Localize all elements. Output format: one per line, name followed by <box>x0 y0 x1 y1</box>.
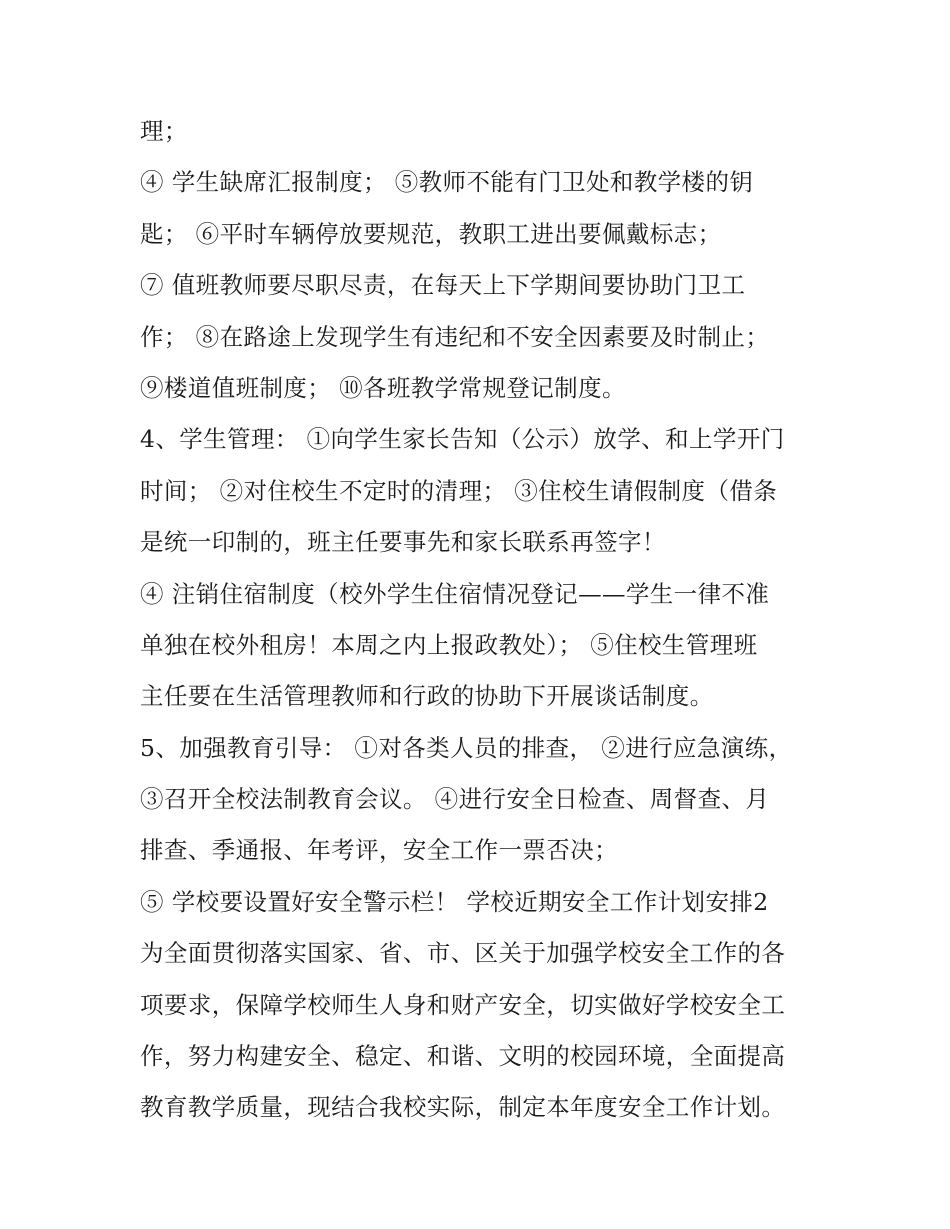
text-line: 时间； ②对住校生不定时的清理； ③住校生请假制度（借条 <box>140 476 778 505</box>
text-line: ⑨楼道值班制度； ⑩各班教学常规登记制度。 <box>140 373 626 402</box>
text-line: 4、学生管理： ①向学生家长告知（公示）放学、和上学开门 <box>140 425 785 454</box>
text-line: 项要求，保障学校师生人身和财产安全，切实做好学校安全工 <box>140 990 786 1019</box>
text-line: 是统一印制的，班主任要事先和家长联系再签字！ <box>140 528 666 557</box>
text-line: 单独在校外租房！本周之内上报政教处）； ⑤住校生管理班 <box>140 630 758 659</box>
text-line: ③召开全校法制教育会议。 ④进行安全日检查、周督查、月 <box>140 785 770 814</box>
text-line: 排查、季通报、年考评，安全工作一票否决； <box>140 836 618 865</box>
document-body <box>140 106 820 1134</box>
text-line: ⑦ 值班教师要尽职尽责，在每天上下学期间要协助门卫工 <box>140 271 746 300</box>
text-line: ④ 学生缺席汇报制度； ⑤教师不能有门卫处和教学楼的钥 <box>140 168 754 197</box>
text-line: ④ 注销住宿制度（校外学生住宿情况登记——学生一律不准 <box>140 579 770 608</box>
text-line: ⑤ 学校要设置好安全警示栏！ 学校近期安全工作计划安排2 <box>140 887 769 916</box>
text-line: 为全面贯彻落实国家、省、市、区关于加强学校安全工作的各 <box>140 939 786 968</box>
text-line: 作； ⑧在路途上发现学生有违纪和不安全因素要及时制止； <box>140 322 770 351</box>
text-line: 5、加强教育引导： ①对各类人员的排查， ②进行应急演练， <box>140 733 793 762</box>
text-line: 教育教学质量，现结合我校实际，制定本年度安全工作计划。 <box>140 1093 786 1122</box>
text-line: 主任要在生活管理教师和行政的协助下开展谈话制度。 <box>140 682 714 711</box>
text-line: 作，努力构建安全、稳定、和谐、文明的校园环境，全面提高 <box>140 1042 786 1071</box>
text-line: 理； <box>140 117 188 145</box>
text-line: 匙； ⑥平时车辆停放要规范，教职工进出要佩戴标志； <box>140 219 722 248</box>
